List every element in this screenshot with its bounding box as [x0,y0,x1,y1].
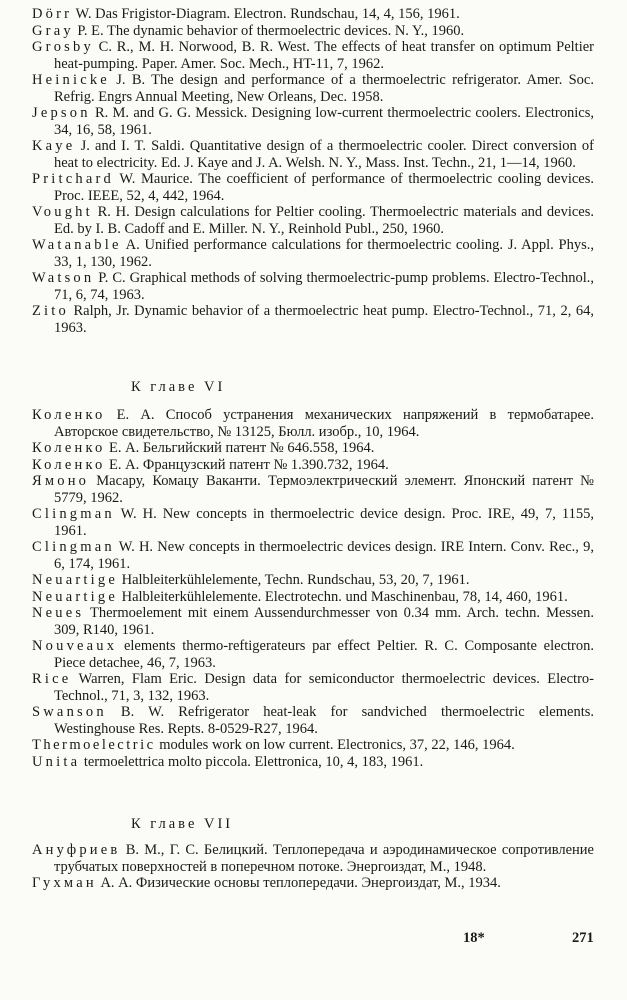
reference-entry [32,737,594,754]
reference-details: R. H. Design calculations for Peltier cooling. Thermoelectric materials and devices. Ed. by I. B. Cadoff and E. Miller. N. Y., Reinhold Publ., 250, 1960. [54,204,594,237]
reference-entry [32,204,594,237]
reference-entry [32,638,594,671]
reference-entry [32,270,594,303]
reference-author: Коленко [32,407,106,423]
reference-entry [32,473,594,506]
reference-author: Dörr [32,6,73,22]
reference-entry [32,39,594,72]
reference-author: Swanson [32,704,107,720]
reference-author: Watson [32,270,95,286]
reference-entry [32,171,594,204]
reference-details: C. R., M. H. Norwood, B. R. West. The effects of heat transfer on optimum Peltier heat-pumping. Paper. Amer. Soc. Mech., HT-11, 7, 1962. [54,39,594,72]
reference-details: W. Das Frigistor-Diagram. Electron. Rundschau, 14, 4, 156, 1961. [72,6,460,22]
reference-details: W. H. New concepts in thermoelectric devices design. IRE Intern. Conv. Rec., 9, 6, 174, 1961. [54,539,594,572]
reference-entry [32,237,594,270]
reference-details: J. B. The design and performance of a thermoelectric refrigerator. Amer. Soc. Refrig. Engrs Annual Meeting, New Orleans, Dec. 1958. [54,72,594,105]
reference-author: Nouveaux [32,638,118,654]
reference-details: J. and I. T. Saldi. Quantitative design of a thermoelectric cooler. Direct conversion of heat to electricity. Ed. J. Kaye and J. A. Welsh. N. Y., Mass. Inst. Techn., 21, 1—14, 1960. [54,138,594,171]
reference-entry [32,440,594,457]
reference-list-chapter-6 [32,407,594,770]
reference-author: Neuartige [32,572,118,588]
reference-entry [32,754,594,771]
reference-author: Thermoelectric [32,737,156,753]
reference-entry [32,704,594,737]
chapter-6-heading: К главе VI [131,379,226,395]
reference-author: Clingman [32,539,115,555]
reference-details: Масару, Комацу Ваканти. Термоэлектрический элемент. Японский патент № 5779, 1962. [54,473,594,506]
reference-entry [32,457,594,474]
reference-author: Grosby [32,39,94,55]
reference-details: P. C. Graphical methods of solving thermoelectric-pump problems. Electro-Technol., 71, 6, 74, 1963. [54,270,594,303]
signature-mark: 18* [463,930,485,946]
reference-author: Гухман [32,875,97,891]
reference-author: Neues [32,605,85,621]
reference-entry [32,539,594,572]
reference-author: Gray [32,22,74,39]
reference-details: R. M. and G. G. Messick. Designing low-current thermoelectric coolers. Electronics, 34, 16, 58, 1961. [54,105,594,138]
reference-entry [32,23,594,40]
reference-entry [32,605,594,638]
reference-details: Halbleiterkühlelemente, Techn. Rundschau, 53, 20, 7, 1961. [117,572,470,588]
reference-entry [32,138,594,171]
reference-author: Коленко [32,440,106,456]
reference-author: Ануфриев [32,842,121,858]
reference-list-1 [32,6,594,336]
reference-entry [32,875,594,892]
reference-author: Pritchard [32,171,114,187]
chapter-7-heading: К главе VII [131,816,234,832]
reference-entry [32,105,594,138]
reference-details: P. E. The dynamic behavior of thermoelectric devices. N. Y., 1960. [73,22,465,39]
reference-entry [32,407,594,440]
reference-details: Е. А. Французский патент № 1.390.732, 1964. [105,456,389,473]
reference-author: Jepson [32,105,91,121]
reference-author: Vought [32,204,93,220]
reference-details: Е. А. Бельгийский патент № 646.558, 1964. [105,440,375,456]
reference-author: Watanable [32,237,122,253]
reference-author: Rice [32,671,72,687]
reference-author: Коленко [32,456,106,473]
reference-details: Thermoelement mit einem Aussendurchmesser von 0.34 mm. Arch. techn. Messen. 309, R140, 1961. [54,605,594,638]
reference-entry [32,6,594,23]
reference-details: Ralph, Jr. Dynamic behavior of a thermoelectric heat pump. Electro-Technol., 71, 2, 64, 1963. [54,303,594,336]
reference-author: Zito [32,303,69,319]
reference-details: Е. А. Способ устранения механических напряжений в термобатарее. Авторское свидетельство, № 13125, Бюлл. изобр., 10, 1964. [54,407,594,440]
reference-author: Kaye [32,138,76,154]
reference-author: Unita [32,753,81,770]
reference-entry [32,842,594,875]
reference-entry [32,72,594,105]
reference-details: B. W. Refrigerator heat-leak for sandviched thermoelectric elements. Westinghouse Res. Repts. 8-0529-R27, 1964. [54,704,594,737]
reference-details: В. М., Г. С. Белицкий. Теплопередача и аэродинамическое сопротивление трубчатых поверхностей в поперечном потоке. Энергоиздат, М., 1948. [54,842,594,875]
reference-details: termoelettrica molto piccola. Elettronica, 10, 4, 183, 1961. [80,753,424,770]
reference-author: Heinicke [32,72,110,88]
reference-details: Halbleiterkühlelemente. Electrotechn. und Maschinenbau, 78, 14, 460, 1961. [117,588,568,605]
reference-author: Neuartige [32,588,118,605]
reference-details: modules work on low current. Electronics, 37, 22, 146, 1964. [155,737,515,753]
reference-author: Ямоно [32,473,90,489]
page-number: 271 [572,930,594,946]
reference-entry [32,506,594,539]
reference-author: Clingman [32,506,115,522]
reference-details: W. H. New concepts in thermoelectric device design. Proc. IRE, 49, 7, 1155, 1961. [54,506,594,539]
reference-details: Warren, Flam Eric. Design data for semiconductor thermoelectric devices. Electro-Technol., 71, 3, 132, 1963. [54,671,594,704]
reference-entry [32,671,594,704]
reference-details: A. Unified performance calculations for thermoelectric cooling. J. Appl. Phys., 33, 1, 130, 1962. [54,237,594,270]
reference-details: А. А. Физические основы теплопередачи. Энергоиздат, М., 1934. [96,875,501,891]
reference-entry [32,589,594,606]
reference-entry [32,303,594,336]
reference-list-chapter-7 [32,842,594,892]
reference-details: elements thermo-reftigerateurs par effect Peltier. R. C. Composante electron. Piece detachee, 46, 7, 1963. [54,638,594,671]
reference-details: W. Maurice. The coefficient of performance of thermoelectric cooling devices. Proc. IEEE, 52, 4, 442, 1964. [54,171,594,204]
reference-entry [32,572,594,589]
